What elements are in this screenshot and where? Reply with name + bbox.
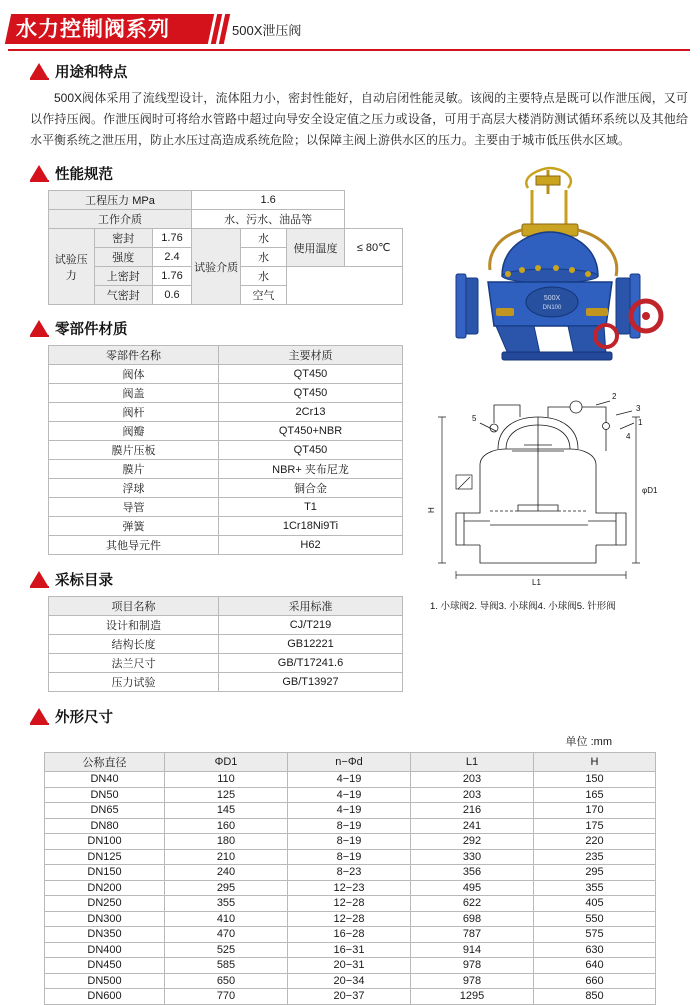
dim-col-h: H [534, 753, 656, 772]
page-header [0, 8, 700, 52]
dim-nd: 4−19 [288, 772, 411, 788]
table-row [49, 441, 403, 460]
dim-dn: DN200 [45, 880, 165, 896]
perf-test-value: 1.76 [153, 229, 192, 248]
material-value: 2Cr13 [219, 403, 403, 422]
table-row [45, 834, 656, 850]
triangle-bullet-icon [30, 165, 49, 182]
standards-value: GB12221 [219, 635, 403, 654]
dim-d1: 240 [165, 865, 288, 881]
material-value: QT450+NBR [219, 422, 403, 441]
material-value: QT450 [219, 441, 403, 460]
table-row [45, 787, 656, 803]
dim-h: 150 [534, 772, 656, 788]
perf-test-name: 上密封 [94, 267, 152, 286]
dim-l1: 356 [411, 865, 534, 881]
table-row [49, 616, 403, 635]
dim-dn: DN600 [45, 989, 165, 1005]
material-part: 弹簧 [49, 517, 219, 536]
perf-test-medium: 水 [241, 248, 287, 267]
table-row [45, 958, 656, 974]
drawing-label-4: 4 [626, 432, 631, 441]
section-dimensions-title: 外形尺寸 [55, 710, 113, 726]
section-usage [0, 61, 700, 151]
perf-test-medium: 水 [241, 229, 287, 248]
dim-d1: 180 [165, 834, 288, 850]
dim-nd: 8−19 [288, 834, 411, 850]
table-row [45, 818, 656, 834]
dim-nd: 20−34 [288, 973, 411, 989]
perf-test-label: 试验压力 [49, 229, 95, 305]
table-row [49, 403, 403, 422]
drawing-label-1: 1 [638, 418, 643, 427]
dim-h: 660 [534, 973, 656, 989]
section-usage-title: 用途和特点 [55, 65, 128, 81]
material-value: 铜合金 [219, 479, 403, 498]
table-row [45, 942, 656, 958]
dim-dn: DN65 [45, 803, 165, 819]
dim-l1: 203 [411, 787, 534, 803]
dim-d1: 525 [165, 942, 288, 958]
dimensions-table [44, 752, 656, 1005]
material-part: 阀盖 [49, 384, 219, 403]
dim-h: 170 [534, 803, 656, 819]
material-col-name: 零部件名称 [49, 346, 219, 365]
table-row [49, 479, 403, 498]
table-row [49, 498, 403, 517]
perf-test-medium: 水 [241, 267, 287, 286]
standards-item: 压力试验 [49, 673, 219, 692]
drawing-caption: 1. 小球阀2. 导阀3. 小球阀4. 小球阀5. 针形阀 [430, 601, 616, 612]
table-row [45, 973, 656, 989]
material-part: 其他导元件 [49, 536, 219, 555]
dim-dn: DN100 [45, 834, 165, 850]
valve-photo [410, 158, 690, 373]
triangle-bullet-icon [30, 63, 49, 80]
dim-d1: 210 [165, 849, 288, 865]
svg-text:500X: 500X [543, 295, 561, 302]
standards-table [48, 596, 403, 692]
table-row [49, 365, 403, 384]
dim-nd: 4−19 [288, 803, 411, 819]
dim-col-nd: n−Φd [288, 753, 411, 772]
drawing-label-H: H [427, 507, 436, 513]
dim-nd: 8−19 [288, 849, 411, 865]
dim-nd: 12−28 [288, 911, 411, 927]
dim-l1: 203 [411, 772, 534, 788]
dim-h: 235 [534, 849, 656, 865]
dim-nd: 12−23 [288, 880, 411, 896]
page-title: 水力控制阀系列 [16, 18, 170, 41]
table-row [45, 849, 656, 865]
standards-value: GB/T17241.6 [219, 654, 403, 673]
dimensions-unit-note: 单位 :mm [565, 736, 612, 748]
dim-nd: 8−19 [288, 818, 411, 834]
dim-dn: DN50 [45, 787, 165, 803]
table-row [49, 210, 403, 229]
material-part: 膜片压板 [49, 441, 219, 460]
dim-l1: 698 [411, 911, 534, 927]
dim-nd: 8−23 [288, 865, 411, 881]
svg-text:DN100: DN100 [542, 305, 562, 311]
dim-dn: DN125 [45, 849, 165, 865]
dim-l1: 787 [411, 927, 534, 943]
dim-dn: DN500 [45, 973, 165, 989]
dim-d1: 650 [165, 973, 288, 989]
table-row [49, 384, 403, 403]
dim-col-dn: 公称直径 [45, 753, 165, 772]
perf-blank-cell [286, 267, 402, 305]
dim-d1: 145 [165, 803, 288, 819]
dim-h: 295 [534, 865, 656, 881]
dim-h: 165 [534, 787, 656, 803]
dim-d1: 110 [165, 772, 288, 788]
perf-pressure-label: 工程压力 MPa [49, 191, 192, 210]
dim-dn: DN250 [45, 896, 165, 912]
dim-l1: 978 [411, 973, 534, 989]
dim-l1: 292 [411, 834, 534, 850]
section-performance-title: 性能规范 [55, 167, 113, 183]
dim-dn: DN450 [45, 958, 165, 974]
perf-medium-col-label: 试验介质 [191, 229, 240, 305]
standards-value: CJ/T219 [219, 616, 403, 635]
perf-medium-value: 水、污水、油品等 [191, 210, 344, 229]
material-value: H62 [219, 536, 403, 555]
dim-h: 630 [534, 942, 656, 958]
dim-dn: DN80 [45, 818, 165, 834]
dim-l1: 1295 [411, 989, 534, 1005]
dim-d1: 770 [165, 989, 288, 1005]
material-value: QT450 [219, 384, 403, 403]
triangle-bullet-icon [30, 571, 49, 588]
drawing-label-phiD1: φD1 [642, 486, 658, 495]
material-value: NBR+ 夹布尼龙 [219, 460, 403, 479]
standards-value: GB/T13927 [219, 673, 403, 692]
dim-d1: 470 [165, 927, 288, 943]
table-row [49, 460, 403, 479]
table-row [49, 422, 403, 441]
perf-medium-label: 工作介质 [49, 210, 192, 229]
table-row [49, 191, 403, 210]
dim-dn: DN40 [45, 772, 165, 788]
section-material-title: 零部件材质 [55, 322, 128, 338]
drawing-label-5: 5 [472, 414, 477, 423]
dim-l1: 241 [411, 818, 534, 834]
material-value: 1Cr18Ni9Ti [219, 517, 403, 536]
material-value: QT450 [219, 365, 403, 384]
performance-table [48, 190, 403, 305]
dim-col-d1: ΦD1 [165, 753, 288, 772]
material-part: 导管 [49, 498, 219, 517]
section-standards-title: 采标目录 [55, 573, 113, 589]
dim-d1: 585 [165, 958, 288, 974]
dim-nd: 12−28 [288, 896, 411, 912]
table-header-row [49, 346, 403, 365]
header-divider [8, 49, 690, 51]
dim-h: 220 [534, 834, 656, 850]
table-row [49, 673, 403, 692]
standards-item: 结构长度 [49, 635, 219, 654]
header-slash-decoration [206, 14, 230, 49]
dim-nd: 4−19 [288, 787, 411, 803]
table-row [45, 772, 656, 788]
dim-h: 405 [534, 896, 656, 912]
dim-d1: 125 [165, 787, 288, 803]
header-subtitle: 500X泄压阀 [232, 23, 302, 38]
dim-nd: 16−31 [288, 942, 411, 958]
dim-l1: 914 [411, 942, 534, 958]
dim-h: 640 [534, 958, 656, 974]
section-dimensions-heading [30, 706, 700, 727]
section-dimensions [0, 706, 700, 1005]
triangle-bullet-icon [30, 320, 49, 337]
table-row [45, 896, 656, 912]
table-row [49, 536, 403, 555]
perf-test-name: 气密封 [94, 286, 152, 305]
dim-l1: 622 [411, 896, 534, 912]
dim-h: 850 [534, 989, 656, 1005]
drawing-label-2: 2 [612, 393, 617, 401]
standards-col-name: 项目名称 [49, 597, 219, 616]
material-table [48, 345, 403, 555]
table-row [49, 654, 403, 673]
table-row [45, 927, 656, 943]
perf-test-value: 2.4 [153, 248, 192, 267]
material-col-value: 主要材质 [219, 346, 403, 365]
drawing-label-L1: L1 [532, 578, 541, 587]
perf-pressure-value: 1.6 [191, 191, 344, 210]
dim-l1: 495 [411, 880, 534, 896]
dim-col-l1: L1 [411, 753, 534, 772]
dim-h: 575 [534, 927, 656, 943]
table-row [45, 865, 656, 881]
table-row [49, 517, 403, 536]
dim-dn: DN300 [45, 911, 165, 927]
perf-temp-value: ≤ 80℃ [345, 229, 403, 267]
material-part: 膜片 [49, 460, 219, 479]
dim-d1: 410 [165, 911, 288, 927]
table-row [49, 635, 403, 654]
table-row [49, 229, 403, 248]
table-header-row [49, 597, 403, 616]
perf-test-value: 0.6 [153, 286, 192, 305]
dim-h: 550 [534, 911, 656, 927]
dim-dn: DN400 [45, 942, 165, 958]
material-part: 阀体 [49, 365, 219, 384]
dim-nd: 20−31 [288, 958, 411, 974]
standards-item: 设计和制造 [49, 616, 219, 635]
material-part: 浮球 [49, 479, 219, 498]
perf-test-name: 强度 [94, 248, 152, 267]
document-page [0, 8, 700, 1003]
section-usage-heading [30, 61, 700, 82]
dim-d1: 295 [165, 880, 288, 896]
perf-test-name: 密封 [94, 229, 152, 248]
table-row [45, 803, 656, 819]
material-part: 阀杆 [49, 403, 219, 422]
perf-temp-label: 使用温度 [286, 229, 344, 267]
triangle-bullet-icon [30, 708, 49, 725]
material-part: 阀瓣 [49, 422, 219, 441]
perf-test-medium: 空气 [241, 286, 287, 305]
table-row [45, 880, 656, 896]
dim-l1: 330 [411, 849, 534, 865]
dim-h: 175 [534, 818, 656, 834]
dim-dn: DN150 [45, 865, 165, 881]
standards-item: 法兰尺寸 [49, 654, 219, 673]
dim-nd: 16−28 [288, 927, 411, 943]
dim-h: 355 [534, 880, 656, 896]
perf-test-value: 1.76 [153, 267, 192, 286]
dim-d1: 355 [165, 896, 288, 912]
material-value: T1 [219, 498, 403, 517]
dim-dn: DN350 [45, 927, 165, 943]
standards-col-value: 采用标准 [219, 597, 403, 616]
dim-d1: 160 [165, 818, 288, 834]
valve-technical-drawing [420, 393, 685, 593]
dim-l1: 216 [411, 803, 534, 819]
table-row [45, 989, 656, 1005]
dim-l1: 978 [411, 958, 534, 974]
table-row [45, 911, 656, 927]
dim-nd: 20−37 [288, 989, 411, 1005]
drawing-label-3: 3 [636, 404, 641, 413]
section-usage-paragraph: 500X阀体采用了流线型设计，流体阻力小，密封性能好，自动启闭性能灵敏。该阀的主要特点是既可以作泄压阀，又可以作持压阀。作泄压阀时可将给水管路中超过向导安全设定值之压力或设备，可用于高层大楼消防测试循环系统以及其他给水平衡系统之泄压用，防止水压过高造成系统危险；以保障主阀上游供水区的压力。主要由于城市低压供水区域。 [30, 91, 688, 147]
table-header-row [45, 753, 656, 772]
